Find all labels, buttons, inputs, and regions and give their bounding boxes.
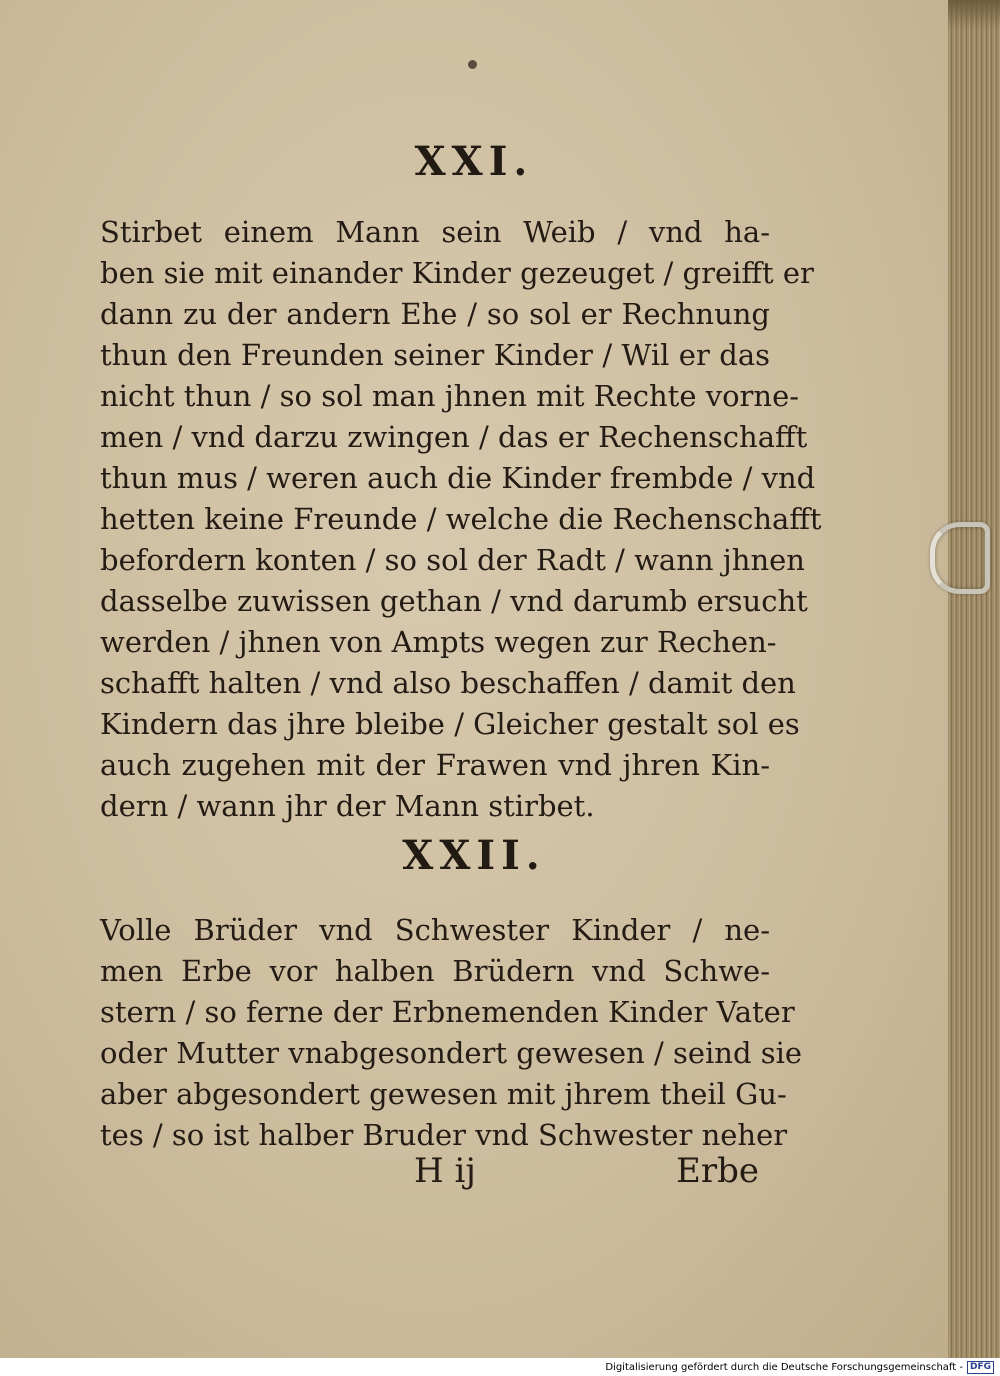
text-line: Kindern das jhre bleibe / Gleicher gestalt sol es — [100, 707, 800, 741]
dfg-logo: DFG — [967, 1361, 994, 1374]
text-line: schafft halten / vnd also beschaffen / damit den — [100, 666, 796, 700]
text-line: befordern konten / so sol der Radt / wann jhnen — [100, 543, 805, 577]
text-line: auch zugehen mit der Frawen vnd jhren Kin- — [100, 748, 770, 782]
text-line: dann zu der andern Ehe / so sol er Rechnung — [100, 297, 770, 331]
text-line: stern / so ferne der Erbnemenden Kinder Vater — [100, 995, 795, 1029]
text-line: dasselbe zuwissen gethan / vnd darumb ersucht — [100, 584, 808, 618]
section-paragraph-xxi — [100, 212, 822, 827]
signature-mark: H ij — [414, 1151, 476, 1191]
text-line: men / vnd darzu zwingen / das er Rechenschafft — [100, 420, 808, 454]
text-line: Volle Brüder vnd Schwester Kinder / ne- — [100, 913, 770, 947]
section-heading-xxi: XXI. — [414, 138, 534, 185]
page-edges — [948, 0, 1000, 1358]
text-line: thun den Freunden seiner Kinder / Wil er das — [100, 338, 770, 372]
text-line: Stirbet einem Mann sein Weib / vnd ha- — [100, 215, 770, 249]
section-heading-xxii: XXII. — [402, 832, 546, 879]
text-line: oder Mutter vnabgesondert gewesen / seind sie — [100, 1036, 803, 1070]
section-paragraph-xxii — [100, 910, 803, 1156]
text-line: ben sie mit einander Kinder gezeuget / greifft er — [100, 256, 814, 290]
text-line: dern / wann jhr der Mann stirbet. — [100, 789, 595, 823]
text-line: aber abgesondert gewesen mit jhrem theil Gu- — [100, 1077, 787, 1111]
digitization-credit — [0, 1358, 1000, 1376]
credit-text: Digitalisierung gefördert durch die Deutsche Forschungsgemeinschaft - — [605, 1361, 963, 1373]
text-line: werden / jhnen von Ampts wegen zur Rechen- — [100, 625, 777, 659]
catchword: Erbe — [676, 1151, 759, 1191]
text-line: hetten keine Freunde / welche die Rechenschafft — [100, 502, 822, 536]
ink-dot — [468, 60, 477, 69]
text-line: men Erbe vor halben Brüdern vnd Schwe- — [100, 954, 770, 988]
paper-clip — [930, 522, 990, 594]
text-line: nicht thun / so sol man jhnen mit Rechte vorne- — [100, 379, 800, 413]
text-line: tes / so ist halber Bruder vnd Schwester neher — [100, 1118, 788, 1152]
text-line: thun mus / weren auch die Kinder frembde / vnd — [100, 461, 816, 495]
